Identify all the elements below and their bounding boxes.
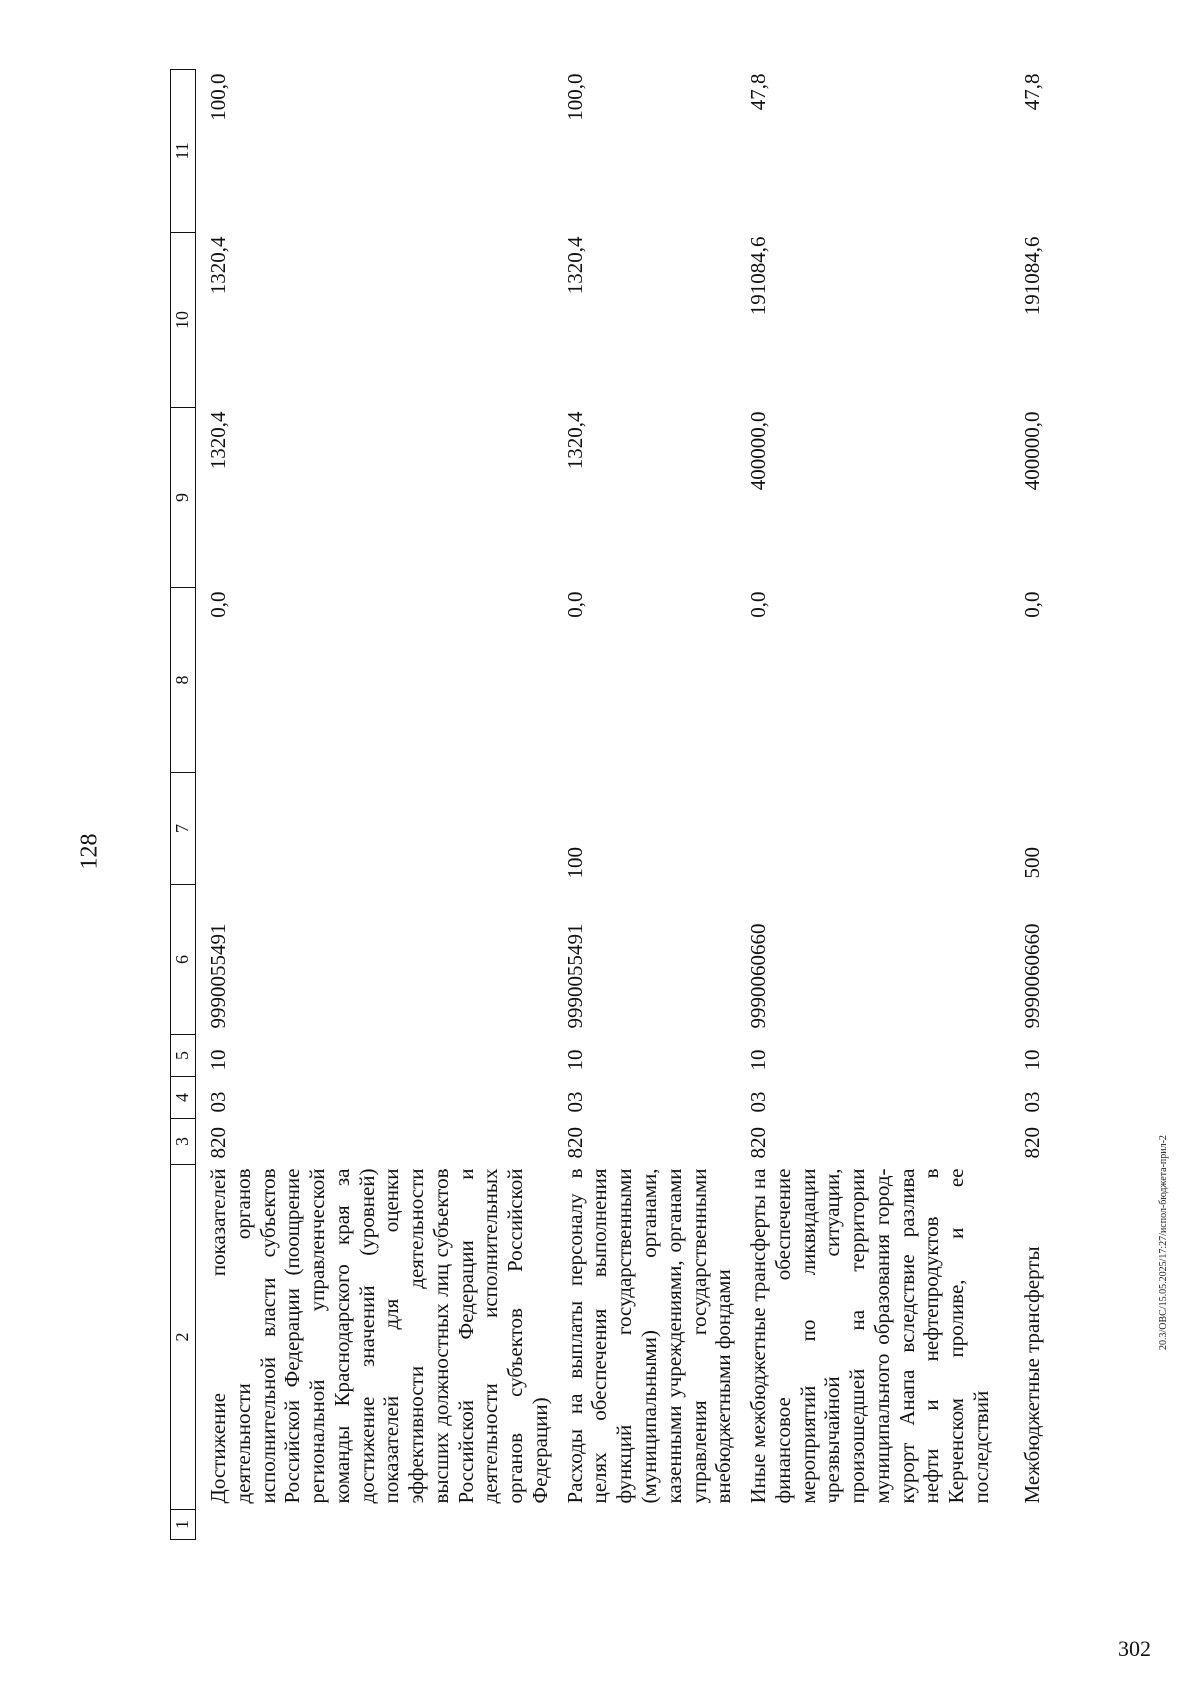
- cell-value: 191084,6: [1019, 236, 1044, 316]
- cell-code: 03: [1019, 1091, 1044, 1113]
- cell-code: 820: [562, 1127, 587, 1159]
- cell-code: 10: [206, 1049, 230, 1071]
- column-header: 3: [171, 1119, 196, 1165]
- cell-code: 820: [1019, 1127, 1044, 1159]
- cell-code: [196, 773, 553, 885]
- column-header: 5: [171, 1035, 196, 1077]
- column-header: 1: [171, 1510, 196, 1540]
- column-header: 9: [171, 408, 196, 588]
- cell-value: 400000,0: [1019, 411, 1044, 491]
- cell-value: 1320,4: [206, 411, 230, 470]
- cell-code: 9990055491: [206, 923, 230, 1029]
- cell-value: 1320,4: [206, 236, 230, 295]
- page-number-bottom: 302: [1118, 1636, 1151, 1661]
- cell-code: 820: [746, 1127, 771, 1159]
- cell-value: 100,0: [562, 73, 587, 121]
- cell-value: 1320,4: [562, 411, 587, 470]
- table-row: [196, 70, 553, 1540]
- column-header: 6: [171, 885, 196, 1035]
- column-header: 10: [171, 233, 196, 408]
- cell-code: 03: [562, 1091, 587, 1113]
- cell-value: 100,0: [206, 73, 230, 121]
- cell-code: [736, 773, 994, 885]
- row-description: Достижение показателей деятельности органов исполнительной власти субъектов Российской Федерации (поощрение региональной управленческой команды Краснодарского края за достижение значений (уровней) показателей для оценки эффективности деятельности высших должностных лиц субъектов Российской Федерации и деятельности исполнительных органов субъектов Российской Федерации): [206, 1168, 552, 1504]
- row-description: Расходы на выплаты персоналу в целях обеспечения выполнения функций государственными (муниципальными) органами, казенными учреждениями, органами управления государственными внебюджетными фондами: [562, 1168, 736, 1504]
- cell-value: 191084,6: [746, 236, 771, 316]
- column-header: 7: [171, 773, 196, 885]
- cell-code: 10: [746, 1049, 771, 1071]
- cell-code: 10: [1019, 1049, 1044, 1071]
- table-row: [994, 70, 1045, 1540]
- budget-table: [170, 69, 1045, 1540]
- cell-code: 9990055491: [562, 923, 587, 1029]
- cell-code: 03: [206, 1091, 230, 1113]
- column-header: 2: [171, 1165, 196, 1510]
- column-header: 4: [171, 1077, 196, 1119]
- table-row: [553, 70, 736, 1540]
- cell-value: 0,0: [562, 591, 587, 618]
- cell-code: 9990060660: [1019, 923, 1044, 1029]
- table-row: [736, 70, 994, 1540]
- cell-value: 1320,4: [562, 236, 587, 295]
- row-description: Иные межбюджетные трансферты на финансовое обеспечение мероприятий по ликвидации чрезвычайной ситуации, произошедшей на территории муниципального образования город-курорт Анапа вследствие разлива нефти и нефтепродуктов в Керченском проливе, и ее последствий: [746, 1168, 993, 1504]
- rotated-table-wrapper: [170, 70, 1044, 1540]
- row-description: Межбюджетные трансферты: [1019, 1246, 1044, 1504]
- cell-value: 0,0: [1019, 591, 1044, 618]
- cell-value: 47,8: [746, 73, 771, 111]
- cell-value: 47,8: [1019, 73, 1044, 111]
- cell-code: 03: [746, 1091, 771, 1113]
- cell-value: 0,0: [746, 591, 771, 618]
- document-footer-path: 20.3/ОВС/15.05.2025/17:27/испол-бюджета-прил-2: [1158, 1135, 1169, 1350]
- cell-code: 9990060660: [746, 923, 771, 1029]
- cell-value: 400000,0: [746, 411, 771, 491]
- page-number-top: 128: [76, 833, 103, 870]
- cell-code: 820: [206, 1127, 230, 1159]
- cell-code: 10: [562, 1049, 587, 1071]
- table-header-row: [171, 70, 196, 1540]
- column-header: 8: [171, 588, 196, 773]
- column-header: 11: [171, 70, 196, 233]
- cell-code: 500: [1019, 847, 1044, 879]
- cell-code: 100: [562, 847, 587, 879]
- cell-value: 0,0: [206, 591, 230, 618]
